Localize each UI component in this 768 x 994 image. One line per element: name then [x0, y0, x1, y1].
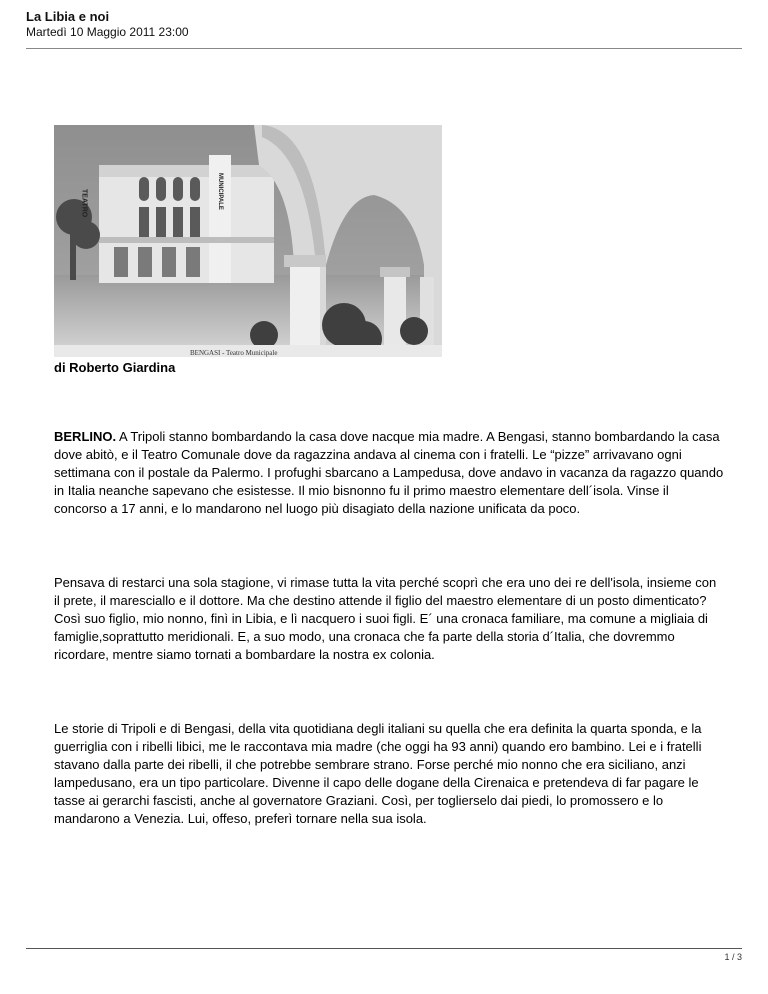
article-body	[54, 428, 724, 884]
article-byline: di Roberto Giardina	[54, 360, 176, 375]
sign-teatro: TEATRO	[80, 189, 88, 218]
article-dateline: BERLINO.	[54, 429, 117, 444]
document-date: Martedì 10 Maggio 2011 23:00	[26, 25, 189, 39]
header-divider	[26, 48, 742, 49]
sign-municipale: MUNICIPALE	[217, 173, 223, 210]
footer-divider	[26, 948, 742, 949]
article-paragraph: Le storie di Tripoli e di Bengasi, della vita quotidiana degli italiani su quella che era definita la quarta sponda, e la guerriglia con i ribelli libici, me le raccontava mia madre (che oggi ha 93 anni) quando ero bambino. Lei e i fratelli stavano dalla parte dei ribelli, il che potrebbe sembrare strano. Forse perché mio nonno che era siciliano, anzi lampedusano, era un tipo particolare. Divenne il capo delle dogane della Cirenaica e pretendeva di far pagare le tasse ai gerarchi fascisti, anche al governatore Graziani. Così, per toglierselo dai piedi, lo promossero e lo mandarono a Venezia. Lui, offeso, preferì tornare nella sua isola.	[54, 721, 702, 826]
paragraph-text: A Tripoli stanno bombardando la casa dove nacque mia madre. A Bengasi, stanno bombardando la casa dove abitò, e il Teatro Comunale dove da ragazzina andava al cinema con i fratelli. Le “pizze” arrivavano ogni settimana con il postale da Palermo. I profughi sbarcano a Lampedusa, dove andavo in vacanza da ragazzo quando in Italia neanche sapevano che esistesse. Il mio bisnonno fu il primo maestro elementare dell´isola. Vinse il concorso a 17 anni, e lo mandarono nel luogo più disagiato della nazione unificata da poco.	[54, 429, 724, 516]
article-paragraph	[54, 428, 724, 518]
photo-caption: BENGASI - Teatro Municipale	[190, 349, 278, 357]
article-photo	[54, 125, 442, 357]
article-paragraph: Pensava di restarci una sola stagione, vi rimase tutta la vita perché scoprì che era uno dei re dell'isola, insieme con il prete, il maresciallo e il dottore. Ma che destino attende il figlio del maestro elementare di un posto dimenticato? Così suo figlio, mio nonno, finì in Libia, e lì nacquero i suoi figli. E´ una cronaca familiare, ma comune a migliaia di famiglie,soprattutto meridionali. E, a suo modo, una cronaca che fa parte della storia d´Italia, che dovremmo ricordare, mentre siamo tornati a bombardare la nostra ex colonia.	[54, 575, 717, 662]
page-number: 1 / 3	[724, 952, 742, 962]
document-title: La Libia e noi	[26, 9, 110, 24]
document-header	[26, 9, 742, 40]
